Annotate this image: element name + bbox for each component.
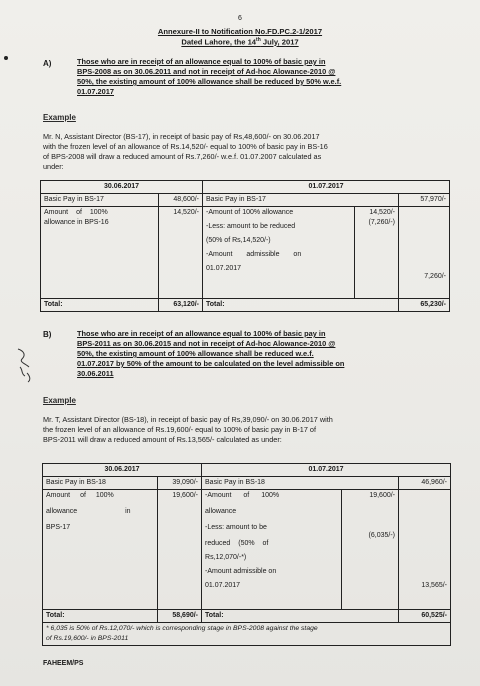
cell-line: 01.07.2017 <box>205 582 241 589</box>
scan-mark <box>4 56 8 60</box>
table-a-total-after: 65,230/- <box>399 299 450 312</box>
section-b-example-text <box>43 415 455 445</box>
section-a-heading <box>77 57 457 97</box>
table-a-allowance-before: 14,520/- <box>159 207 203 299</box>
table-a-allowance-label <box>41 207 159 299</box>
table-a-basic-pay-after: 57,970/- <box>399 194 450 207</box>
cell-line: allowance <box>205 508 237 515</box>
table-b-allowance-label <box>43 490 158 610</box>
cell-line: -Amount of 100% allowance <box>206 209 294 216</box>
annexure-title: Annexure-II to Notification No.FD.PC.2-1/2017 <box>157 27 323 36</box>
section-b-table <box>42 463 451 646</box>
cell-line: -Amount of 100% <box>205 492 280 499</box>
section-a-heading-line: 50%, the existing amount of 100% allowance shall be reduced by 50% w.e.f. <box>77 77 342 86</box>
table-a-basic-pay-before: 48,600/- <box>159 194 203 207</box>
section-b-heading-line: 30.06.2011 <box>77 369 114 378</box>
cell-line: BPS-17 <box>46 524 71 531</box>
example-line: Mr. T, Assistant Director (BS-18), in receipt of basic pay of Rs,39,090/- on 30.06.2017 with <box>43 415 333 424</box>
section-a-marker: A) <box>43 59 52 68</box>
cell-line: Rs,12,070/-*) <box>205 554 247 561</box>
cell-line: -Amount admissible on <box>206 251 302 258</box>
table-a-admissible-amount: 7,260/- <box>399 207 450 299</box>
section-a-heading-line: 01.07.2017 <box>77 87 114 96</box>
footer-initials: FAHEEM/PS <box>43 660 84 667</box>
cell-line: (7,260/-) <box>368 219 396 226</box>
cell-line: allowance in <box>46 508 131 515</box>
table-b-allowance-before: 19,600/- <box>158 490 202 610</box>
footnote-line: of Rs.19,600/- in BPS-2011 <box>46 635 129 642</box>
cell-line: -Amount admissible on <box>205 568 277 575</box>
cell-line: reduced (50% of <box>205 540 269 547</box>
cell-line: allowance in BPS-16 <box>44 219 109 226</box>
cell-line: 01.07.2017 <box>206 265 242 272</box>
table-b-total-label-after: Total: <box>202 610 399 623</box>
table-a-total-label-after: Total: <box>203 299 399 312</box>
table-b-header-before: 30.06.2017 <box>43 464 202 477</box>
table-b-total-after: 60,525/- <box>399 610 451 623</box>
table-b-admissible-amount: 13,565/- <box>399 490 451 610</box>
section-a-heading-line: BPS-2008 as on 30.06.2011 and not in receipt of Ad-hoc Alowance-2010 @ <box>77 67 336 76</box>
section-b-example-label: Example <box>43 396 76 405</box>
section-b-heading-line: 01.07.2017 by 50% of the amount to be calculated on the level admissible on <box>77 359 345 368</box>
section-b-heading-line: BPS-2011 as on 30.06.2015 and not in receipt of Ad-hoc Alowance-2010 @ <box>77 339 336 348</box>
cell-line: Amount of 100% <box>46 492 114 499</box>
cell-line: (50% of Rs,14,520/-) <box>206 237 271 244</box>
table-b-basic-pay-before: 39,090/- <box>158 477 202 490</box>
cell-line: (6,035/-) <box>368 532 396 539</box>
table-b-calc-steps <box>202 490 342 610</box>
table-b-basic-pay-label: Basic Pay in BS-18 <box>43 477 158 490</box>
table-b-total-before: 58,690/- <box>158 610 202 623</box>
table-a-basic-pay-label-after: Basic Pay in BS-17 <box>203 194 399 207</box>
cell-line: 19,600/- <box>369 492 396 499</box>
example-line: of BPS-2008 will draw a reduced amount of Rs.7,260/- w.e.f. 01.07.2007 calculated as <box>43 152 322 161</box>
table-a-calc-steps <box>203 207 355 299</box>
section-a-table <box>40 180 450 312</box>
cell-line: -Less: amount to be reduced <box>206 223 296 230</box>
table-b-basic-pay-after: 46,960/- <box>399 477 451 490</box>
section-b-heading <box>77 329 457 379</box>
table-b-header-after: 01.07.2017 <box>202 464 451 477</box>
example-line: with the frozen level of an allowance of Rs.14,520/- equal to 100% of basic pay in BS-16 <box>43 142 328 151</box>
table-b-basic-pay-label-after: Basic Pay in BS-18 <box>202 477 399 490</box>
section-a-example-text <box>43 132 451 172</box>
example-line: Mr. N, Assistant Director (BS-17), in receipt of basic pay of Rs,48,600/- on 30.06.2017 <box>43 132 320 141</box>
table-b-calc-values <box>342 490 399 610</box>
handwritten-initials <box>14 345 36 385</box>
table-a-total-label: Total: <box>41 299 159 312</box>
table-a-calc-values <box>355 207 399 299</box>
date-line: Dated Lahore, the 14th July, 2017 <box>181 37 299 47</box>
footnote-line: * 6,035 is 50% of Rs.12,070/- which is corresponding stage in BPS-2008 against the stage <box>46 625 318 632</box>
cell-line: Amount of 100% <box>44 209 108 216</box>
table-a-basic-pay-label: Basic Pay in BS-17 <box>41 194 159 207</box>
example-line: the frozen level of an allowance of Rs.19,600/- equal to 100% of basic pay in B-17 of <box>43 425 316 434</box>
example-line: BPS-2011 will draw a reduced amount of Rs.13,565/- calculated as under: <box>43 435 282 444</box>
cell-line: 14,520/- <box>369 209 396 216</box>
table-a-total-before: 63,120/- <box>159 299 203 312</box>
section-b-heading-line: Those who are in receipt of an allowance equal to 100% of basic pay in <box>77 329 326 338</box>
cell-line: -Less: amount to be <box>205 524 267 531</box>
section-b-heading-line: 50%, the existing amount of 100% allowance shall be reduced w.e.f. <box>77 349 314 358</box>
section-b-marker: B) <box>43 330 52 339</box>
section-a-example-label: Example <box>43 113 76 122</box>
table-a-header-after: 01.07.2017 <box>203 181 450 194</box>
page-number: 6 <box>238 15 242 22</box>
table-b-footnote <box>43 623 451 646</box>
example-line: under: <box>43 162 64 171</box>
table-a-header-before: 30.06.2017 <box>41 181 203 194</box>
table-b-total-label: Total: <box>43 610 158 623</box>
section-a-heading-line: Those who are in receipt of an allowance equal to 100% of basic pay in <box>77 57 326 66</box>
